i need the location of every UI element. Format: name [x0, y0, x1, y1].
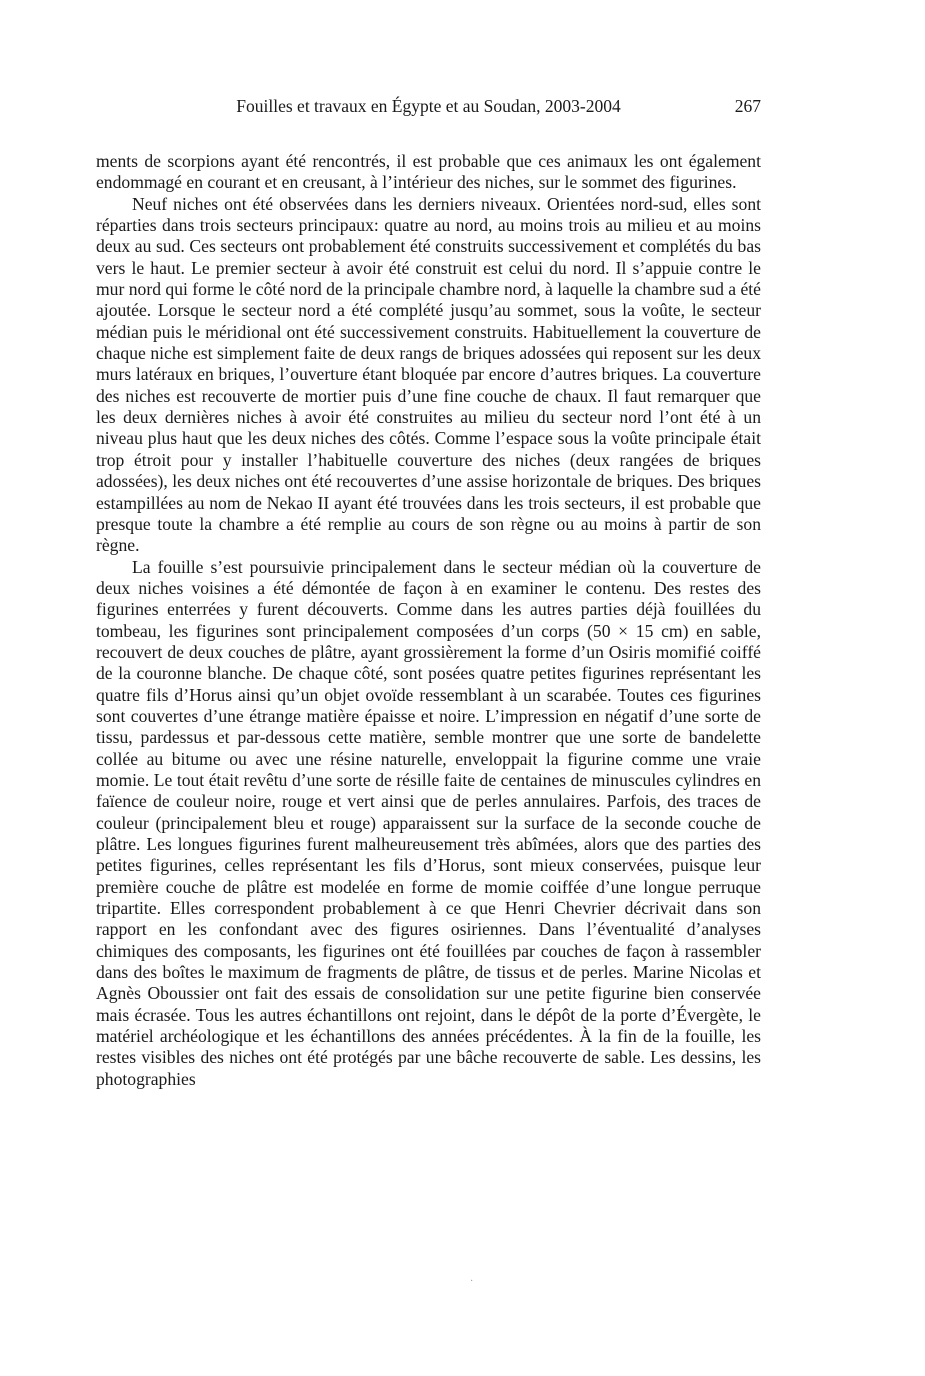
paragraph-continuation: ments de scorpions ayant été rencontrés, il est probable que ces animaux les ont également endommagé en courant et en creusant, à l’intérieur des niches, sur le sommet des figurines. — [96, 151, 761, 193]
running-header — [96, 96, 761, 120]
paragraph-niches: Neuf niches ont été observées dans les derniers niveaux. Orientées nord-sud, elles sont réparties dans trois secteurs principaux: quatre au nord, au moins trois au milieu et au moins deux au sud. Ces secteurs ont probablement été construits successivement et complétés du bas vers le haut. Le premier secteur à avoir été construit est celui du nord. Il s’appuie contre le mur nord qui forme le côté nord de la principale chambre nord, à laquelle la chambre sud a été ajoutée. Lorsque le secteur nord a été complété jusqu’au sommet, sous la voûte, le secteur médian puis le méridional ont été successivement construits. Habituellement la couverture de chaque niche est simplement faite de deux rangs de briques adossées qui reposent sur les deux murs latéraux en briques, l’ouverture étant bloquée par encore d’autres briques. La couverture des niches est recouverte de mortier puis d’une fine couche de chaux. Il faut remarquer que les deux dernières niches à avoir été construites au milieu du secteur nord l’ont été à un niveau plus haut que les deux niches des côtés. Comme l’espace sous la voûte principale était trop étroit pour y installer l’habituelle couverture des niches (deux rangées de briques adossées), les deux niches ont été recouvertes d’une assise horizontale de briques. Des briques estampillées au nom de Nekao II ayant été trouvées dans les trois secteurs, il est probable que presque toute la chambre a été remplie au cours de son règne ou au moins à partir de son règne. — [96, 193, 761, 556]
page-number: 267 — [734, 96, 761, 116]
body-text — [96, 151, 761, 1090]
paragraph-excavation: La fouille s’est poursuivie principalement dans le secteur médian où la couverture de deux niches voisines a été démontée de façon à en examiner le contenu. Des restes des figurines enterrées y furent découverts. Comme dans les autres parties déjà fouillées du tombeau, les figurines sont principalement composées d’un corps (50 × 15 cm) en sable, recouvert de deux couches de plâtre, ayant grossièrement la forme d’un Osiris momifié coiffé de la couronne blanche. De chaque côté, sont posées quatre petites figurines représentant les quatre fils d’Horus ainsi qu’un objet ovoïde ressemblant à un scarabée. Toutes ces figurines sont couvertes d’une étrange matière épaisse et noire. L’impression en négatif d’une sorte de tissu, pardessus et par-dessous cette matière, semble montrer que une sorte de bandelette collée au bitume ou avec une résine naturelle, enveloppait la figurine comme une vraie momie. Le tout était revêtu d’une sorte de résille faite de centaines de minuscules cylindres en faïence de couleur noire, rouge et vert ainsi que de perles annulaires. Parfois, des traces de couleur (principalement bleu et rouge) apparaissent sur la surface de la seconde couche de plâtre. Les longues figurines furent malheureusement très abîmées, alors que des parties des petites figurines, celles représentant les fils d’Horus, sont mieux conservées, puisque leur première couche de plâtre est modelée en forme de momie coiffée d’une longue perruque tripartite. Elles correspondent probablement à ce que Henri Chevrier décrivait dans son rapport en les confondant avec des figures osiriennes. Dans l’éventualité d’analyses chimiques des composants, les figurines ont été fouillées par couches de façon à rassembler dans des boîtes le maximum de fragments de plâtre, de tissus et de perles. Marine Nicolas et Agnès Oboussier ont fait des essais de consolidation sur une petite figurine bien conservée mais écrasée. Tous les autres échantillons ont rejoint, dans le dépôt de la porte d’Évergète, le matériel archéologique et les échantillons des années précédentes. À la fin de la fouille, les restes visibles des niches ont été protégés par une bâche recouverte de sable. Les dessins, les photographies — [96, 556, 761, 1089]
scan-mark: · — [470, 1276, 474, 1287]
running-title: Fouilles et travaux en Égypte et au Soudan, 2003-2004 — [236, 96, 621, 116]
